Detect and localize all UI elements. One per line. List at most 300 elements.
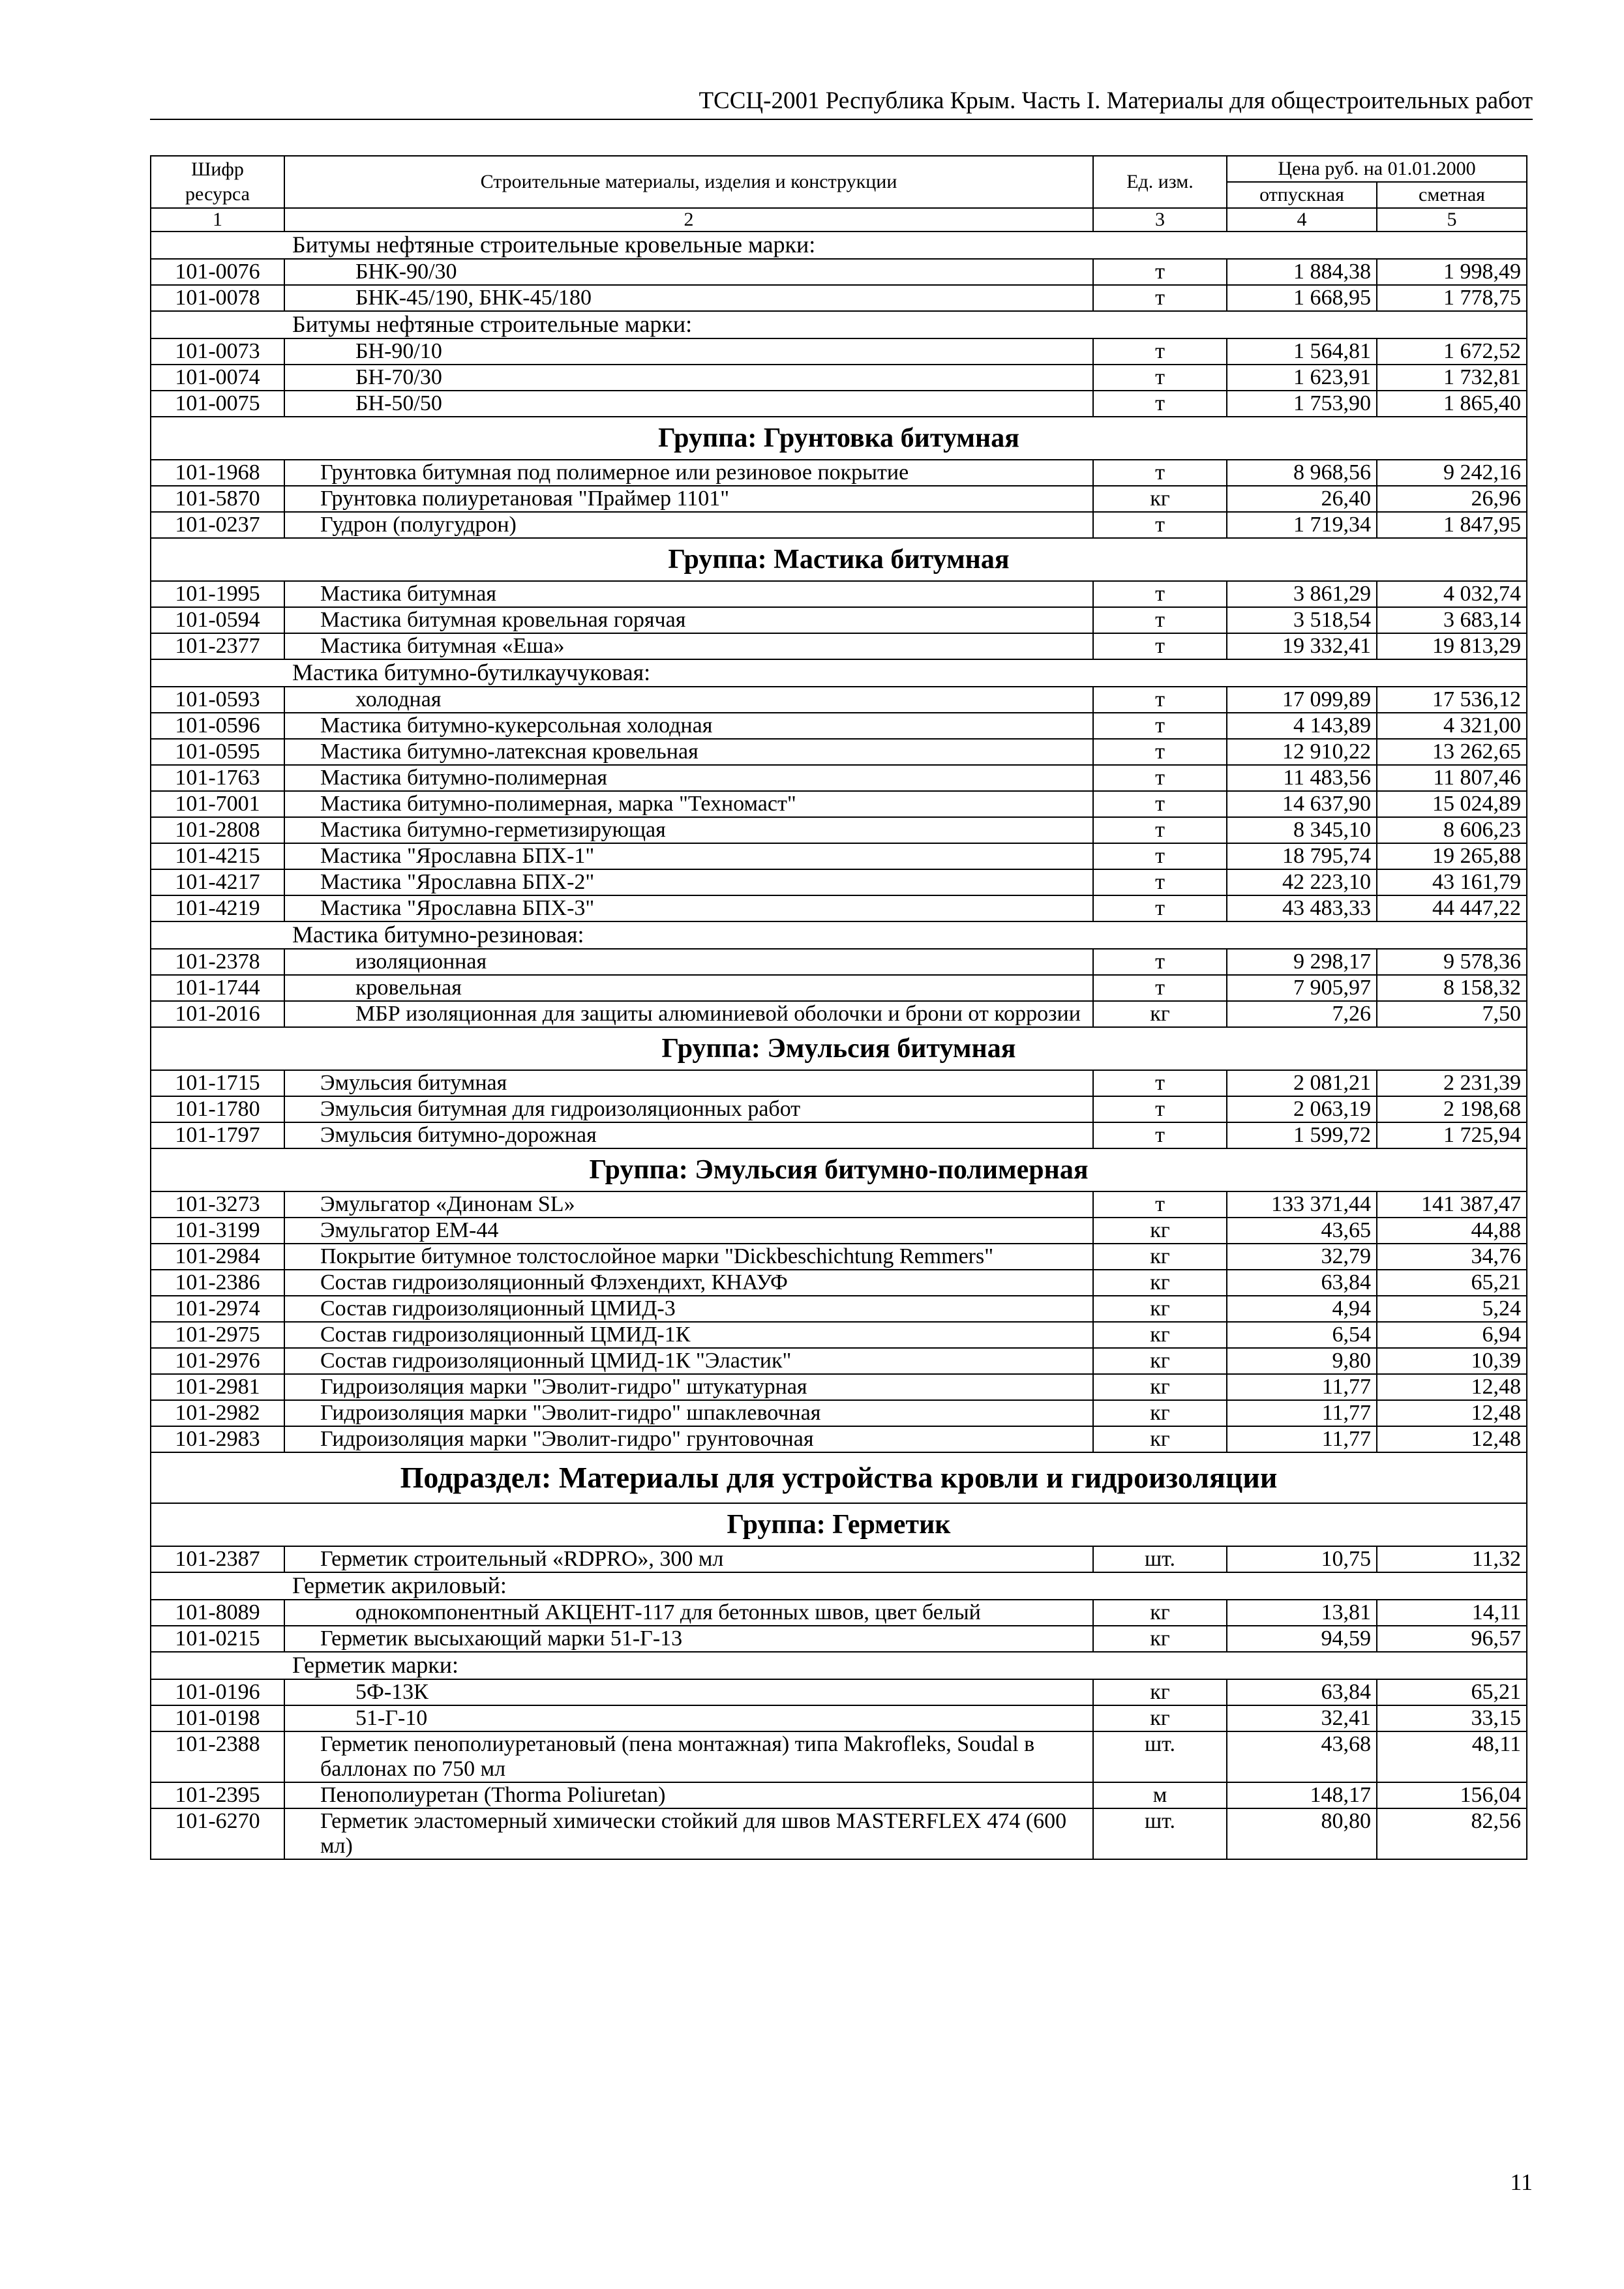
group-title: Группа: Грунтовка битумная	[151, 417, 1527, 460]
unit: т	[1093, 843, 1227, 869]
resource-code: 101-5870	[151, 486, 284, 512]
material-name: Гидроизоляция марки "Эволит-гидро" грунтовочная	[320, 1427, 814, 1451]
section-cell	[284, 1652, 1527, 1679]
material-name: Мастика битумно-герметизирующая	[320, 818, 666, 842]
material-name: однокомпонентный АКЦЕНТ-117 для бетонных швов, цвет белый	[355, 1600, 981, 1624]
resource-code: 101-2378	[151, 949, 284, 975]
table-row	[151, 1322, 1527, 1348]
resource-code: 101-0078	[151, 285, 284, 311]
material-name: Эмульгатор ЕМ-44	[320, 1218, 499, 1242]
table-row	[151, 1426, 1527, 1452]
table-row	[151, 1731, 1527, 1782]
estimate-price: 1 672,52	[1377, 338, 1527, 365]
unit: т	[1093, 1070, 1227, 1096]
release-price: 8 968,56	[1227, 460, 1377, 486]
material-name-cell	[284, 1626, 1093, 1652]
material-name: холодная	[355, 687, 442, 711]
table-row	[151, 687, 1527, 713]
release-price: 11,77	[1227, 1400, 1377, 1426]
section-row	[151, 659, 1527, 687]
material-name-cell	[284, 765, 1093, 791]
material-name: Мастика битумно-полимерная, марка "Техномаст"	[320, 792, 796, 816]
section-title: Мастика битумно-бутилкаучуковая:	[292, 659, 651, 685]
resource-code: 101-2377	[151, 633, 284, 659]
table-row	[151, 1348, 1527, 1374]
release-price: 11,77	[1227, 1374, 1377, 1400]
group-row	[151, 1503, 1527, 1546]
group-row	[151, 1027, 1527, 1070]
resource-code: 101-4219	[151, 895, 284, 921]
material-name: Грунтовка битумная под полимерное или резиновое покрытие	[320, 460, 909, 485]
material-name: Мастика "Ярославна БПХ-2"	[320, 870, 595, 894]
release-price: 1 668,95	[1227, 285, 1377, 311]
table-row	[151, 869, 1527, 895]
release-price: 3 518,54	[1227, 607, 1377, 633]
column-number: 3	[1093, 208, 1227, 232]
material-name-cell	[284, 581, 1093, 607]
table-row	[151, 1244, 1527, 1270]
unit: кг	[1093, 1374, 1227, 1400]
table-row	[151, 1600, 1527, 1626]
resource-code: 101-2976	[151, 1348, 284, 1374]
price-table	[150, 155, 1527, 1860]
release-price: 1 753,90	[1227, 391, 1377, 417]
empty-cell	[151, 659, 284, 687]
material-name: 5Ф-13К	[355, 1680, 429, 1704]
release-price: 63,84	[1227, 1270, 1377, 1296]
release-price: 12 910,22	[1227, 739, 1377, 765]
estimate-price: 11 807,46	[1377, 765, 1527, 791]
table-row	[151, 1626, 1527, 1652]
estimate-price: 11,32	[1377, 1546, 1527, 1572]
resource-code: 101-0596	[151, 713, 284, 739]
unit: т	[1093, 739, 1227, 765]
table-row	[151, 1296, 1527, 1322]
unit: т	[1093, 817, 1227, 843]
empty-cell	[151, 1652, 284, 1679]
table-row	[151, 1705, 1527, 1731]
resource-code: 101-4215	[151, 843, 284, 869]
release-price: 7,26	[1227, 1001, 1377, 1027]
material-name-cell	[284, 486, 1093, 512]
material-name: Герметик пенополиуретановый (пена монтажная) типа Makrofleks, Soudal в баллонах по 750 мл	[320, 1732, 1035, 1781]
material-name: кровельная	[355, 976, 462, 1000]
unit: кг	[1093, 1296, 1227, 1322]
column-number: 4	[1227, 208, 1377, 232]
material-name-cell	[284, 1001, 1093, 1027]
estimate-price: 4 321,00	[1377, 713, 1527, 739]
column-numbers-row	[151, 208, 1527, 232]
table-row	[151, 365, 1527, 391]
release-price: 1 719,34	[1227, 512, 1377, 538]
release-price: 32,41	[1227, 1705, 1377, 1731]
estimate-price: 4 032,74	[1377, 581, 1527, 607]
table-row	[151, 285, 1527, 311]
material-name: Мастика битумно-кукерсольная холодная	[320, 713, 713, 738]
release-price: 43,65	[1227, 1218, 1377, 1244]
resource-code: 101-1780	[151, 1096, 284, 1122]
release-price: 18 795,74	[1227, 843, 1377, 869]
material-name: Грунтовка полиуретановая "Праймер 1101"	[320, 486, 730, 511]
section-row	[151, 1652, 1527, 1679]
header-price: Цена руб. на 01.01.2000	[1227, 156, 1527, 182]
estimate-price: 1 725,94	[1377, 1122, 1527, 1148]
material-name: БН-70/30	[355, 365, 442, 389]
resource-code: 101-2975	[151, 1322, 284, 1348]
estimate-price: 12,48	[1377, 1374, 1527, 1400]
estimate-price: 8 606,23	[1377, 817, 1527, 843]
resource-code: 101-2386	[151, 1270, 284, 1296]
unit: кг	[1093, 1270, 1227, 1296]
column-number: 1	[151, 208, 284, 232]
material-name: изоляционная	[355, 950, 487, 974]
table-row	[151, 1191, 1527, 1218]
material-name: Состав гидроизоляционный ЦМИД-1К "Эластик"	[320, 1349, 792, 1373]
section-cell	[284, 311, 1527, 338]
unit: т	[1093, 895, 1227, 921]
material-name-cell	[284, 1808, 1093, 1859]
unit: т	[1093, 1191, 1227, 1218]
material-name: Покрытие битумное толстослойное марки "Dickbeschichtung Remmers"	[320, 1244, 994, 1268]
table-row	[151, 1679, 1527, 1705]
unit: кг	[1093, 1600, 1227, 1626]
table-row	[151, 843, 1527, 869]
release-price: 80,80	[1227, 1808, 1377, 1859]
material-name: БН-90/10	[355, 339, 442, 363]
section-title: Герметик марки:	[292, 1652, 459, 1678]
material-name: Гидроизоляция марки "Эволит-гидро" штукатурная	[320, 1375, 807, 1399]
resource-code: 101-0595	[151, 739, 284, 765]
unit: т	[1093, 338, 1227, 365]
release-price: 6,54	[1227, 1322, 1377, 1348]
material-name-cell	[284, 1070, 1093, 1096]
estimate-price: 3 683,14	[1377, 607, 1527, 633]
material-name: Эмульгатор «Динонам SL»	[320, 1192, 575, 1216]
unit: т	[1093, 259, 1227, 285]
estimate-price: 26,96	[1377, 486, 1527, 512]
estimate-price: 5,24	[1377, 1296, 1527, 1322]
estimate-price: 48,11	[1377, 1731, 1527, 1782]
release-price: 1 623,91	[1227, 365, 1377, 391]
material-name-cell	[284, 1244, 1093, 1270]
material-name-cell	[284, 512, 1093, 538]
page-number: 11	[1510, 2169, 1533, 2195]
table-row	[151, 949, 1527, 975]
material-name-cell	[284, 869, 1093, 895]
material-name: Эмульсия битумная	[320, 1071, 507, 1095]
material-name: Мастика битумная «Еша»	[320, 634, 565, 658]
resource-code: 101-1995	[151, 581, 284, 607]
unit: т	[1093, 285, 1227, 311]
material-name-cell	[284, 365, 1093, 391]
material-name-cell	[284, 460, 1093, 486]
section-title: Герметик акриловый:	[292, 1572, 507, 1598]
material-name: Эмульсия битумная для гидроизоляционных работ	[320, 1097, 801, 1121]
resource-code: 101-0594	[151, 607, 284, 633]
resource-code: 101-2016	[151, 1001, 284, 1027]
section-title: Битумы нефтяные строительные кровельные марки:	[292, 232, 816, 258]
estimate-price: 1 998,49	[1377, 259, 1527, 285]
estimate-price: 96,57	[1377, 1626, 1527, 1652]
resource-code: 101-1744	[151, 975, 284, 1001]
material-name-cell	[284, 1096, 1093, 1122]
release-price: 9 298,17	[1227, 949, 1377, 975]
material-name-cell	[284, 895, 1093, 921]
resource-code: 101-6270	[151, 1808, 284, 1859]
release-price: 17 099,89	[1227, 687, 1377, 713]
material-name-cell	[284, 1679, 1093, 1705]
resource-code: 101-2974	[151, 1296, 284, 1322]
unit: т	[1093, 949, 1227, 975]
estimate-price: 141 387,47	[1377, 1191, 1527, 1218]
release-price: 26,40	[1227, 486, 1377, 512]
material-name: БН-50/50	[355, 391, 442, 415]
release-price: 133 371,44	[1227, 1191, 1377, 1218]
table-row	[151, 1270, 1527, 1296]
table-row	[151, 817, 1527, 843]
estimate-price: 1 732,81	[1377, 365, 1527, 391]
release-price: 1 884,38	[1227, 259, 1377, 285]
material-name-cell	[284, 817, 1093, 843]
subsection-title: Подраздел: Материалы для устройства кровли и гидроизоляции	[151, 1452, 1527, 1503]
table-row	[151, 1218, 1527, 1244]
document-title: ТССЦ-2001 Республика Крым. Часть I. Материалы для общестроительных работ	[699, 87, 1533, 114]
estimate-price: 1 778,75	[1377, 285, 1527, 311]
resource-code: 101-2983	[151, 1426, 284, 1452]
section-row	[151, 921, 1527, 949]
unit: т	[1093, 713, 1227, 739]
material-name: Герметик эластомерный химически стойкий для швов MASTERFLEX 474 (600 мл)	[320, 1809, 1067, 1858]
material-name: Гидроизоляция марки "Эволит-гидро" шпаклевочная	[320, 1401, 821, 1425]
unit: кг	[1093, 1626, 1227, 1652]
estimate-price: 10,39	[1377, 1348, 1527, 1374]
unit: т	[1093, 1096, 1227, 1122]
unit: кг	[1093, 1705, 1227, 1731]
material-name-cell	[284, 843, 1093, 869]
release-price: 1 564,81	[1227, 338, 1377, 365]
table-row	[151, 581, 1527, 607]
table-row	[151, 512, 1527, 538]
group-row	[151, 538, 1527, 581]
estimate-price: 19 813,29	[1377, 633, 1527, 659]
material-name-cell	[284, 633, 1093, 659]
unit: кг	[1093, 486, 1227, 512]
release-price: 4,94	[1227, 1296, 1377, 1322]
table-row	[151, 633, 1527, 659]
release-price: 43,68	[1227, 1731, 1377, 1782]
subsection-row	[151, 1452, 1527, 1503]
unit: т	[1093, 581, 1227, 607]
table-row	[151, 975, 1527, 1001]
estimate-price: 156,04	[1377, 1782, 1527, 1808]
estimate-price: 15 024,89	[1377, 791, 1527, 817]
resource-code: 101-0196	[151, 1679, 284, 1705]
group-row	[151, 1148, 1527, 1191]
material-name-cell	[284, 1400, 1093, 1426]
material-name-cell	[284, 1270, 1093, 1296]
material-name-cell	[284, 791, 1093, 817]
material-name: Мастика битумная кровельная горячая	[320, 608, 686, 632]
estimate-price: 1 847,95	[1377, 512, 1527, 538]
empty-cell	[151, 232, 284, 259]
section-cell	[284, 232, 1527, 259]
resource-code: 101-1715	[151, 1070, 284, 1096]
header-name: Строительные материалы, изделия и конструкции	[284, 156, 1093, 208]
group-title: Группа: Эмульсия битумно-полимерная	[151, 1148, 1527, 1191]
unit: т	[1093, 1122, 1227, 1148]
unit: т	[1093, 460, 1227, 486]
resource-code: 101-0075	[151, 391, 284, 417]
estimate-price: 8 158,32	[1377, 975, 1527, 1001]
resource-code: 101-2395	[151, 1782, 284, 1808]
estimate-price: 13 262,65	[1377, 739, 1527, 765]
material-name-cell	[284, 391, 1093, 417]
material-name-cell	[284, 285, 1093, 311]
section-row	[151, 232, 1527, 259]
release-price: 94,59	[1227, 1626, 1377, 1652]
material-name: МБР изоляционная для защиты алюминиевой оболочки и брони от коррозии	[355, 1002, 1081, 1026]
material-name-cell	[284, 1600, 1093, 1626]
table-row	[151, 607, 1527, 633]
resource-code: 101-3273	[151, 1191, 284, 1218]
estimate-price: 7,50	[1377, 1001, 1527, 1027]
release-price: 43 483,33	[1227, 895, 1377, 921]
release-price: 19 332,41	[1227, 633, 1377, 659]
material-name-cell	[284, 1782, 1093, 1808]
estimate-price: 65,21	[1377, 1679, 1527, 1705]
unit: кг	[1093, 1426, 1227, 1452]
table-row	[151, 460, 1527, 486]
material-name: Гудрон (полугудрон)	[320, 513, 517, 537]
resource-code: 101-2982	[151, 1400, 284, 1426]
unit: шт.	[1093, 1808, 1227, 1859]
material-name-cell	[284, 1322, 1093, 1348]
group-title: Группа: Эмульсия битумная	[151, 1027, 1527, 1070]
section-row	[151, 1572, 1527, 1600]
material-name: Состав гидроизоляционный Флэхендихт, КНАУФ	[320, 1270, 788, 1294]
estimate-price: 44 447,22	[1377, 895, 1527, 921]
header-estimate: сметная	[1377, 182, 1527, 208]
material-name-cell	[284, 1348, 1093, 1374]
estimate-price: 17 536,12	[1377, 687, 1527, 713]
resource-code: 101-1763	[151, 765, 284, 791]
table-row	[151, 1400, 1527, 1426]
table-row	[151, 895, 1527, 921]
table-row	[151, 1782, 1527, 1808]
unit: кг	[1093, 1322, 1227, 1348]
table-row	[151, 486, 1527, 512]
header-release: отпускная	[1227, 182, 1377, 208]
material-name: Мастика "Ярославна БПХ-3"	[320, 896, 595, 920]
resource-code: 101-1968	[151, 460, 284, 486]
material-name-cell	[284, 1218, 1093, 1244]
material-name-cell	[284, 1426, 1093, 1452]
release-price: 7 905,97	[1227, 975, 1377, 1001]
estimate-price: 65,21	[1377, 1270, 1527, 1296]
material-name: Состав гидроизоляционный ЦМИД-1К	[320, 1323, 691, 1347]
release-price: 2 081,21	[1227, 1070, 1377, 1096]
table-row	[151, 1001, 1527, 1027]
release-price: 13,81	[1227, 1600, 1377, 1626]
unit: шт.	[1093, 1546, 1227, 1572]
estimate-price: 14,11	[1377, 1600, 1527, 1626]
resource-code: 101-7001	[151, 791, 284, 817]
estimate-price: 33,15	[1377, 1705, 1527, 1731]
section-cell	[284, 1572, 1527, 1600]
resource-code: 101-8089	[151, 1600, 284, 1626]
resource-code: 101-2984	[151, 1244, 284, 1270]
material-name-cell	[284, 1705, 1093, 1731]
material-name: Мастика битумная	[320, 582, 496, 606]
header-code: Шифр ресурса	[151, 156, 284, 208]
unit: т	[1093, 391, 1227, 417]
table-header-row	[151, 156, 1527, 182]
estimate-price: 44,88	[1377, 1218, 1527, 1244]
table-row	[151, 765, 1527, 791]
table-row	[151, 791, 1527, 817]
unit: кг	[1093, 1218, 1227, 1244]
table-row	[151, 1070, 1527, 1096]
material-name-cell	[284, 975, 1093, 1001]
release-price: 148,17	[1227, 1782, 1377, 1808]
table-row	[151, 259, 1527, 285]
material-name: Герметик высыхающий марки 51-Г-13	[320, 1626, 683, 1651]
unit: шт.	[1093, 1731, 1227, 1782]
resource-code: 101-2387	[151, 1546, 284, 1572]
empty-cell	[151, 921, 284, 949]
material-name: Мастика битумно-латексная кровельная	[320, 740, 699, 764]
unit: кг	[1093, 1400, 1227, 1426]
release-price: 32,79	[1227, 1244, 1377, 1270]
table-body	[151, 232, 1527, 1859]
release-price: 11,77	[1227, 1426, 1377, 1452]
material-name-cell	[284, 949, 1093, 975]
release-price: 1 599,72	[1227, 1122, 1377, 1148]
material-name-cell	[284, 338, 1093, 365]
material-name-cell	[284, 259, 1093, 285]
section-title: Битумы нефтяные строительные марки:	[292, 311, 693, 337]
section-title: Мастика битумно-резиновая:	[292, 921, 584, 948]
unit: т	[1093, 975, 1227, 1001]
release-price: 8 345,10	[1227, 817, 1377, 843]
resource-code: 101-0073	[151, 338, 284, 365]
material-name-cell	[284, 1296, 1093, 1322]
section-cell	[284, 921, 1527, 949]
resource-code: 101-2808	[151, 817, 284, 843]
resource-code: 101-1797	[151, 1122, 284, 1148]
unit: м	[1093, 1782, 1227, 1808]
material-name: Пенополиуретан (Thorma Poliuretan)	[320, 1783, 666, 1807]
section-row	[151, 311, 1527, 338]
unit: т	[1093, 512, 1227, 538]
release-price: 63,84	[1227, 1679, 1377, 1705]
resource-code: 101-0593	[151, 687, 284, 713]
unit: т	[1093, 687, 1227, 713]
release-price: 4 143,89	[1227, 713, 1377, 739]
material-name-cell	[284, 1191, 1093, 1218]
material-name: БНК-90/30	[355, 260, 457, 284]
resource-code: 101-0074	[151, 365, 284, 391]
release-price: 10,75	[1227, 1546, 1377, 1572]
unit: т	[1093, 791, 1227, 817]
column-number: 5	[1377, 208, 1527, 232]
material-name-cell	[284, 687, 1093, 713]
estimate-price: 9 242,16	[1377, 460, 1527, 486]
material-name: Мастика "Ярославна БПХ-1"	[320, 844, 595, 868]
resource-code: 101-2981	[151, 1374, 284, 1400]
table-row	[151, 338, 1527, 365]
estimate-price: 34,76	[1377, 1244, 1527, 1270]
